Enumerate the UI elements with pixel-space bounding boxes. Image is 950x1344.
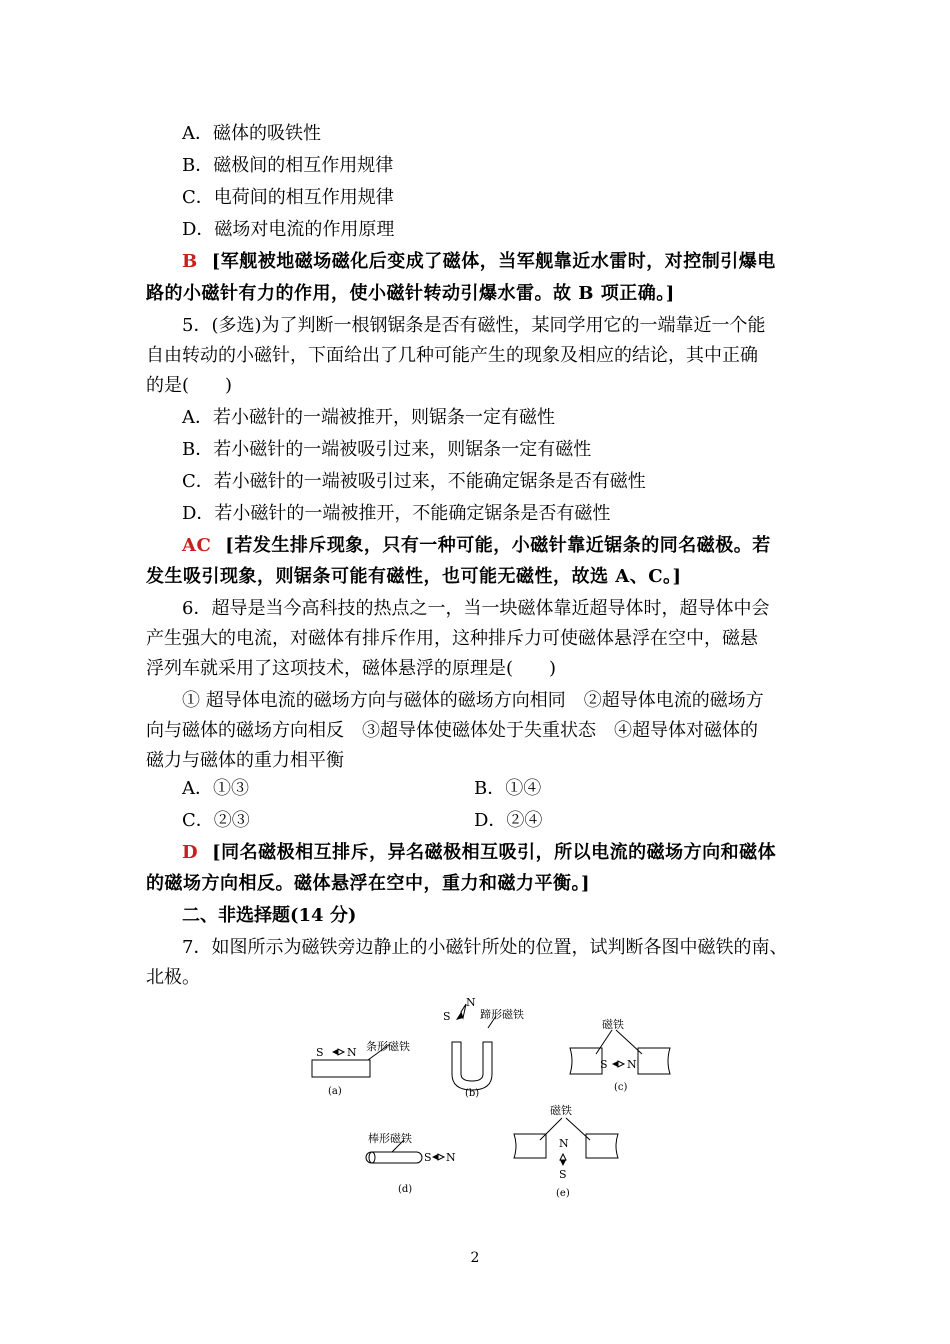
q7-stem-line-1: 7．如图所示为磁铁旁边静止的小磁针所处的位置，试判断各图中磁铁的南、 — [182, 937, 788, 958]
q4-explanation-line-2: 路的小磁针有力的作用，使小磁针转动引爆水雷。故 B 项正确。] — [146, 283, 675, 304]
q5-stem-line-3: 的是( ) — [146, 375, 233, 396]
q4-option-b: B．磁极间的相互作用规律 — [182, 155, 394, 176]
q6-statement-line-3: 磁力与磁体的重力相平衡 — [146, 750, 344, 771]
label-n-a: N — [347, 1046, 357, 1059]
label-horseshoe: 蹄形磁铁 — [480, 1008, 524, 1021]
q4-explanation-line-1: B [军舰被地磁场磁化后变成了磁体，当军舰靠近水雷时，对控制引爆电 — [182, 251, 776, 272]
q6-option-b: B．①④ — [474, 778, 542, 799]
compass-needle-c-s — [612, 1061, 618, 1067]
q6-stem-line-1: 6．超导是当今高科技的热点之一，当一块磁体靠近超导体时，超导体中会 — [182, 598, 770, 619]
q6-option-a: A．①③ — [182, 778, 249, 799]
caption-c: (c) — [614, 1082, 628, 1093]
compass-needle-a-n — [338, 1049, 344, 1055]
q4-option-a: A．磁体的吸铁性 — [182, 123, 321, 144]
q5-option-c: C．若小磁针的一端被吸引过来，不能确定锯条是否有磁性 — [182, 471, 646, 492]
q5-explanation-line-1: AC [若发生排斥现象，只有一种可能，小磁针靠近锯条的同名磁极。若 — [182, 535, 771, 556]
q5-answer: AC — [182, 535, 212, 556]
q4-option-c: C．电荷间的相互作用规律 — [182, 187, 394, 208]
label-rod-magnet: 棒形磁铁 — [368, 1132, 412, 1145]
caption-e: (e) — [556, 1188, 570, 1199]
label-n-d: N — [446, 1151, 456, 1164]
compass-needle-c-n — [618, 1061, 624, 1067]
q5-option-d: D．若小磁针的一端被推开，不能确定锯条是否有磁性 — [182, 503, 611, 524]
magnet-e-left — [514, 1134, 546, 1158]
label-magnet-c: 磁铁 — [602, 1018, 624, 1031]
q4-answer: B — [182, 251, 198, 272]
label-s-d: S — [424, 1151, 432, 1164]
q6-statement-line-2: 向与磁体的磁场方向相反 ③超导体使磁体处于失重状态 ④超导体对磁体的 — [146, 720, 758, 741]
magnet-c-right — [638, 1048, 670, 1074]
q5-option-a: A．若小磁针的一端被推开，则锯条一定有磁性 — [182, 407, 555, 428]
label-leader-e2 — [566, 1118, 590, 1140]
label-s-a: S — [316, 1046, 324, 1059]
label-n-c: N — [627, 1058, 637, 1071]
label-s-e: S — [559, 1168, 567, 1181]
label-n-b: N — [466, 996, 476, 1009]
q5-stem-line-2: 自由转动的小磁针，下面给出了几种可能产生的现象及相应的结论，其中正确 — [146, 345, 758, 366]
compass-needle-a-s — [332, 1049, 338, 1055]
page-number: 2 — [470, 1250, 480, 1266]
label-leader-c2 — [616, 1030, 642, 1054]
q6-option-c: C．②③ — [182, 810, 250, 831]
label-magnet-e: 磁铁 — [550, 1104, 572, 1117]
q5-stem-line-1: 5．(多选)为了判断一根钢锯条是否有磁性，某同学用它的一端靠近一个能 — [182, 315, 766, 336]
label-s-c: S — [600, 1058, 608, 1071]
horseshoe-magnet — [452, 1042, 492, 1090]
q6-answer: D — [182, 842, 199, 863]
bar-magnet-a — [312, 1060, 370, 1077]
compass-needle-d-n — [438, 1154, 444, 1160]
q6-stem-line-2: 产生强大的电流，对磁体有排斥作用，这种排斥力可使磁体悬浮在空中，磁悬 — [146, 628, 758, 649]
compass-needle-e-n — [560, 1154, 566, 1160]
caption-b: (b) — [465, 1088, 480, 1099]
compass-needle-e-s — [560, 1160, 566, 1166]
q6-statement-line-1: ① 超导体电流的磁场方向与磁体的磁场方向相同 ②超导体电流的磁场方 — [182, 690, 764, 711]
label-bar-magnet: 条形磁铁 — [366, 1040, 410, 1053]
q6-option-d: D．②④ — [474, 810, 543, 831]
label-n-e: N — [559, 1137, 569, 1150]
caption-d: (d) — [398, 1184, 413, 1195]
q6-explanation-line-2: 的磁场方向相反。磁体悬浮在空中，重力和磁力平衡。] — [146, 873, 591, 894]
compass-needle-d-s — [432, 1154, 438, 1160]
label-leader-c1 — [596, 1030, 612, 1054]
caption-a: (a) — [328, 1086, 342, 1097]
q4-option-d: D．磁场对电流的作用原理 — [182, 219, 395, 240]
q6-stem-line-3: 浮列车就采用了这项技术，磁体悬浮的原理是( ) — [146, 658, 557, 679]
magnet-e-right — [586, 1134, 618, 1158]
label-s-b: S — [443, 1010, 451, 1023]
q7-stem-line-2: 北极。 — [146, 967, 200, 988]
figure-c — [570, 1030, 670, 1074]
q5-option-b: B．若小磁针的一端被吸引过来，则锯条一定有磁性 — [182, 439, 592, 460]
section-heading: 二、非选择题(14 分) — [182, 905, 357, 926]
magnet-figure — [300, 994, 720, 1214]
q5-explanation-line-2: 发生吸引现象，则锯条可能有磁性，也可能无磁性，故选 A、C。] — [146, 566, 682, 587]
q6-explanation-line-1: D [同名磁极相互排斥，异名磁极相互吸引，所以电流的磁场方向和磁体 — [182, 842, 777, 863]
